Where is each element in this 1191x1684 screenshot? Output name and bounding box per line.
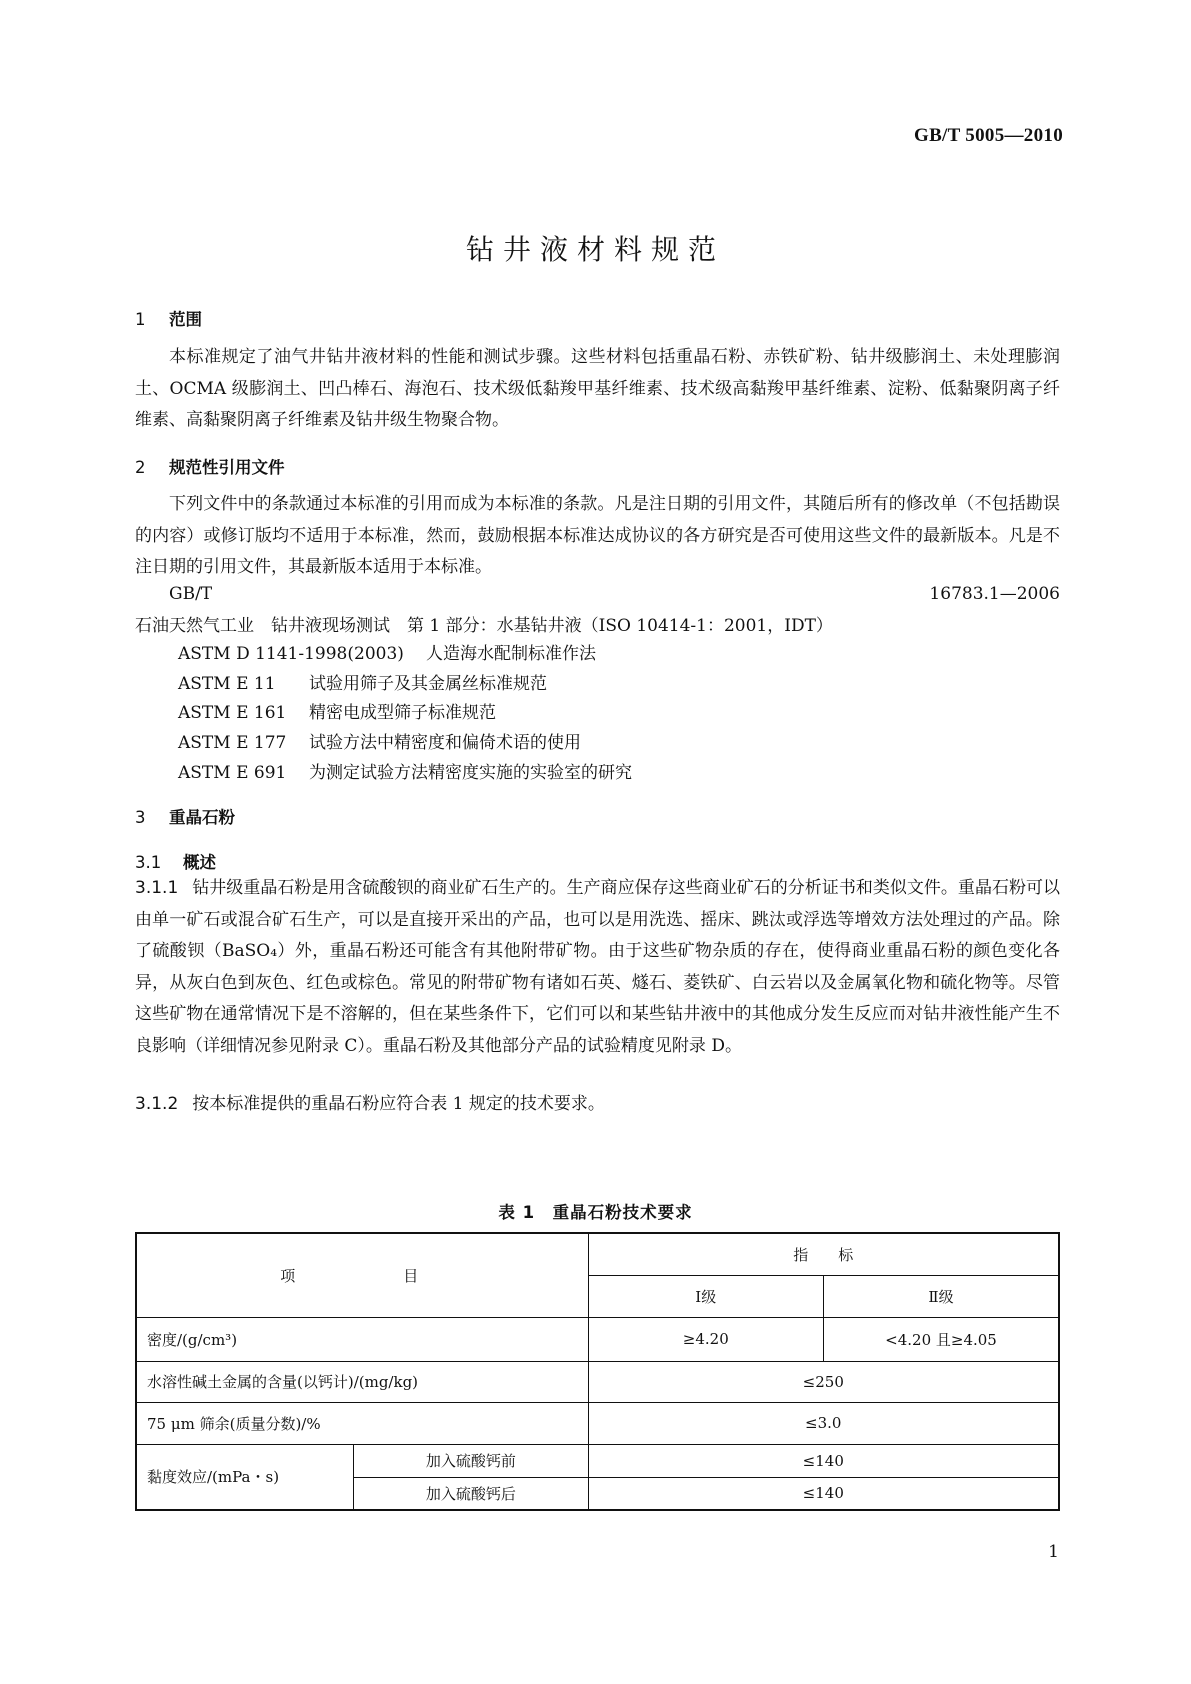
clause-text: 钻井级重晶石粉是用含硫酸钡的商业矿石生产的。生产商应保存这些商业矿石的分析证书和类似文件。重晶石粉可以由单一矿石或混合矿石生产，可以是直接开采出的产品，也可以是用洗选、摇床、跳汰或浮选等增效方法处理过的产品。除了硫酸钡（BaSO₄）外，重晶石粉还可能含有其他附带矿物。由于这些矿物杂质的存在，使得商业重晶石粉的颜色变化各异，从灰白色到灰色、红色或棕色。常见的附带矿物有诸如石英、燧石、菱铁矿、白云岩以及金属氧化物和硫化物等。尽管这些矿物在通常情况下是不溶解的，但在某些条件下，它们可以和某些钻井液中的其他成分发生反应而对钻井液性能产生不良影响（详细情况参见附录 C）。重晶石粉及其他部分产品的试验精度见附录 D。 xyxy=(135,878,1060,1056)
clause-text: 按本标准提供的重晶石粉应符合表 1 规定的技术要求。 xyxy=(192,1094,605,1114)
table-row xyxy=(136,1444,1059,1477)
section-number: 2 xyxy=(135,458,146,477)
table-row xyxy=(136,1361,1059,1402)
subsection-number: 3.1 xyxy=(135,853,162,872)
reference-title: 石油天然气工业 钻井液现场测试 第 1 部分：水基钻井液（ISO 10414-1：2001，IDT） xyxy=(135,615,833,636)
clause-number: 3.1.1 xyxy=(135,878,179,898)
reference-code: ASTM E 177 xyxy=(178,733,287,753)
section-2-paragraph: 下列文件中的条款通过本标准的引用而成为本标准的条款。凡是注日期的引用文件，其随后所有的修改单（不包括勘误的内容）或修订版均不适用于本标准，然而，鼓励根据本标准达成协议的各方研究是否可使用这些文件的最新版本。凡是不注日期的引用文件，其最新版本适用于本标准。 xyxy=(135,494,1060,577)
section-3-heading xyxy=(135,804,235,828)
reference-code: ASTM D 1141-1998(2003) xyxy=(178,644,404,664)
reference-title: 为测定试验方法精密度实施的实验室的研究 xyxy=(309,763,632,783)
cell-value: ≤3.0 xyxy=(588,1402,1059,1444)
section-2-heading xyxy=(135,454,285,478)
section-number: 3 xyxy=(135,808,146,827)
section-title: 重晶石粉 xyxy=(169,808,235,827)
clause-3-1-1 xyxy=(135,873,1060,1062)
cell-value: ≥4.20 xyxy=(588,1317,823,1361)
reference-title: 精密电成型筛子标准规范 xyxy=(309,703,496,723)
reference-title: 人造海水配制标准作法 xyxy=(426,644,596,664)
table-row xyxy=(136,1402,1059,1444)
section-1-heading xyxy=(135,306,202,330)
section-1-paragraph: 本标准规定了油气井钻井液材料的性能和测试步骤。这些材料包括重晶石粉、赤铁矿粉、钻井级膨润土、未处理膨润土、OCMA 级膨润土、凹凸棒石、海泡石、技术级低黏羧甲基纤维素、技术级高黏羧甲基纤维素、淀粉、低黏聚阴离子纤维素、高黏聚阴离子纤维素及钻井级生物聚合物。 xyxy=(135,347,1060,430)
clause-number: 3.1.2 xyxy=(135,1094,179,1114)
clause-3-1-2 xyxy=(135,1089,1060,1121)
reference-code: GB/T 16783.1—2006 xyxy=(169,584,1060,604)
reference-item xyxy=(135,579,1060,642)
header-index: 指 标 xyxy=(588,1233,1059,1275)
header-grade-1: Ⅰ级 xyxy=(588,1275,823,1317)
document-title: 钻井液材料规范 xyxy=(465,233,725,266)
cell-value: ≤250 xyxy=(588,1361,1059,1402)
reference-item xyxy=(178,639,596,671)
row-label: 75 μm 筛余(质量分数)/% xyxy=(136,1402,588,1444)
cell-value: ≤140 xyxy=(588,1444,1059,1477)
standard-code: GB/T 5005—2010 xyxy=(913,125,1063,146)
subsection-3-1-heading xyxy=(135,849,216,873)
cell-value: ≤140 xyxy=(588,1477,1059,1510)
page-number: 1 xyxy=(1048,1542,1059,1562)
reference-title: 试验用筛子及其金属丝标准规范 xyxy=(309,674,547,694)
table-row xyxy=(136,1317,1059,1361)
reference-item xyxy=(178,698,496,730)
section-title: 范围 xyxy=(169,310,202,329)
subsection-title: 概述 xyxy=(183,853,216,872)
header-grade-2: Ⅱ级 xyxy=(824,1275,1060,1317)
row-label: 水溶性碱土金属的含量(以钙计)/(mg/kg) xyxy=(136,1361,588,1402)
table-caption: 表 1 重晶石粉技术要求 xyxy=(498,1203,693,1222)
reference-code: ASTM E 11 xyxy=(178,674,276,694)
reference-code: ASTM E 161 xyxy=(178,703,287,723)
reference-item xyxy=(178,669,547,701)
reference-title: 试验方法中精密度和偏倚术语的使用 xyxy=(309,733,581,753)
row-label: 密度/(g/cm³) xyxy=(136,1317,588,1361)
sub-label: 加入硫酸钙后 xyxy=(354,1477,588,1510)
reference-item xyxy=(178,758,632,790)
reference-code: ASTM E 691 xyxy=(178,763,287,783)
section-number: 1 xyxy=(135,310,146,329)
table-header-row xyxy=(136,1233,1059,1275)
section-title: 规范性引用文件 xyxy=(169,458,285,477)
row-label: 黏度效应/(mPa・s) xyxy=(136,1444,354,1510)
cell-value: <4.20 且≥4.05 xyxy=(824,1317,1060,1361)
header-item: 项 目 xyxy=(136,1233,588,1317)
sub-label: 加入硫酸钙前 xyxy=(354,1444,588,1477)
barite-spec-table xyxy=(135,1232,1060,1511)
reference-item xyxy=(178,728,581,760)
